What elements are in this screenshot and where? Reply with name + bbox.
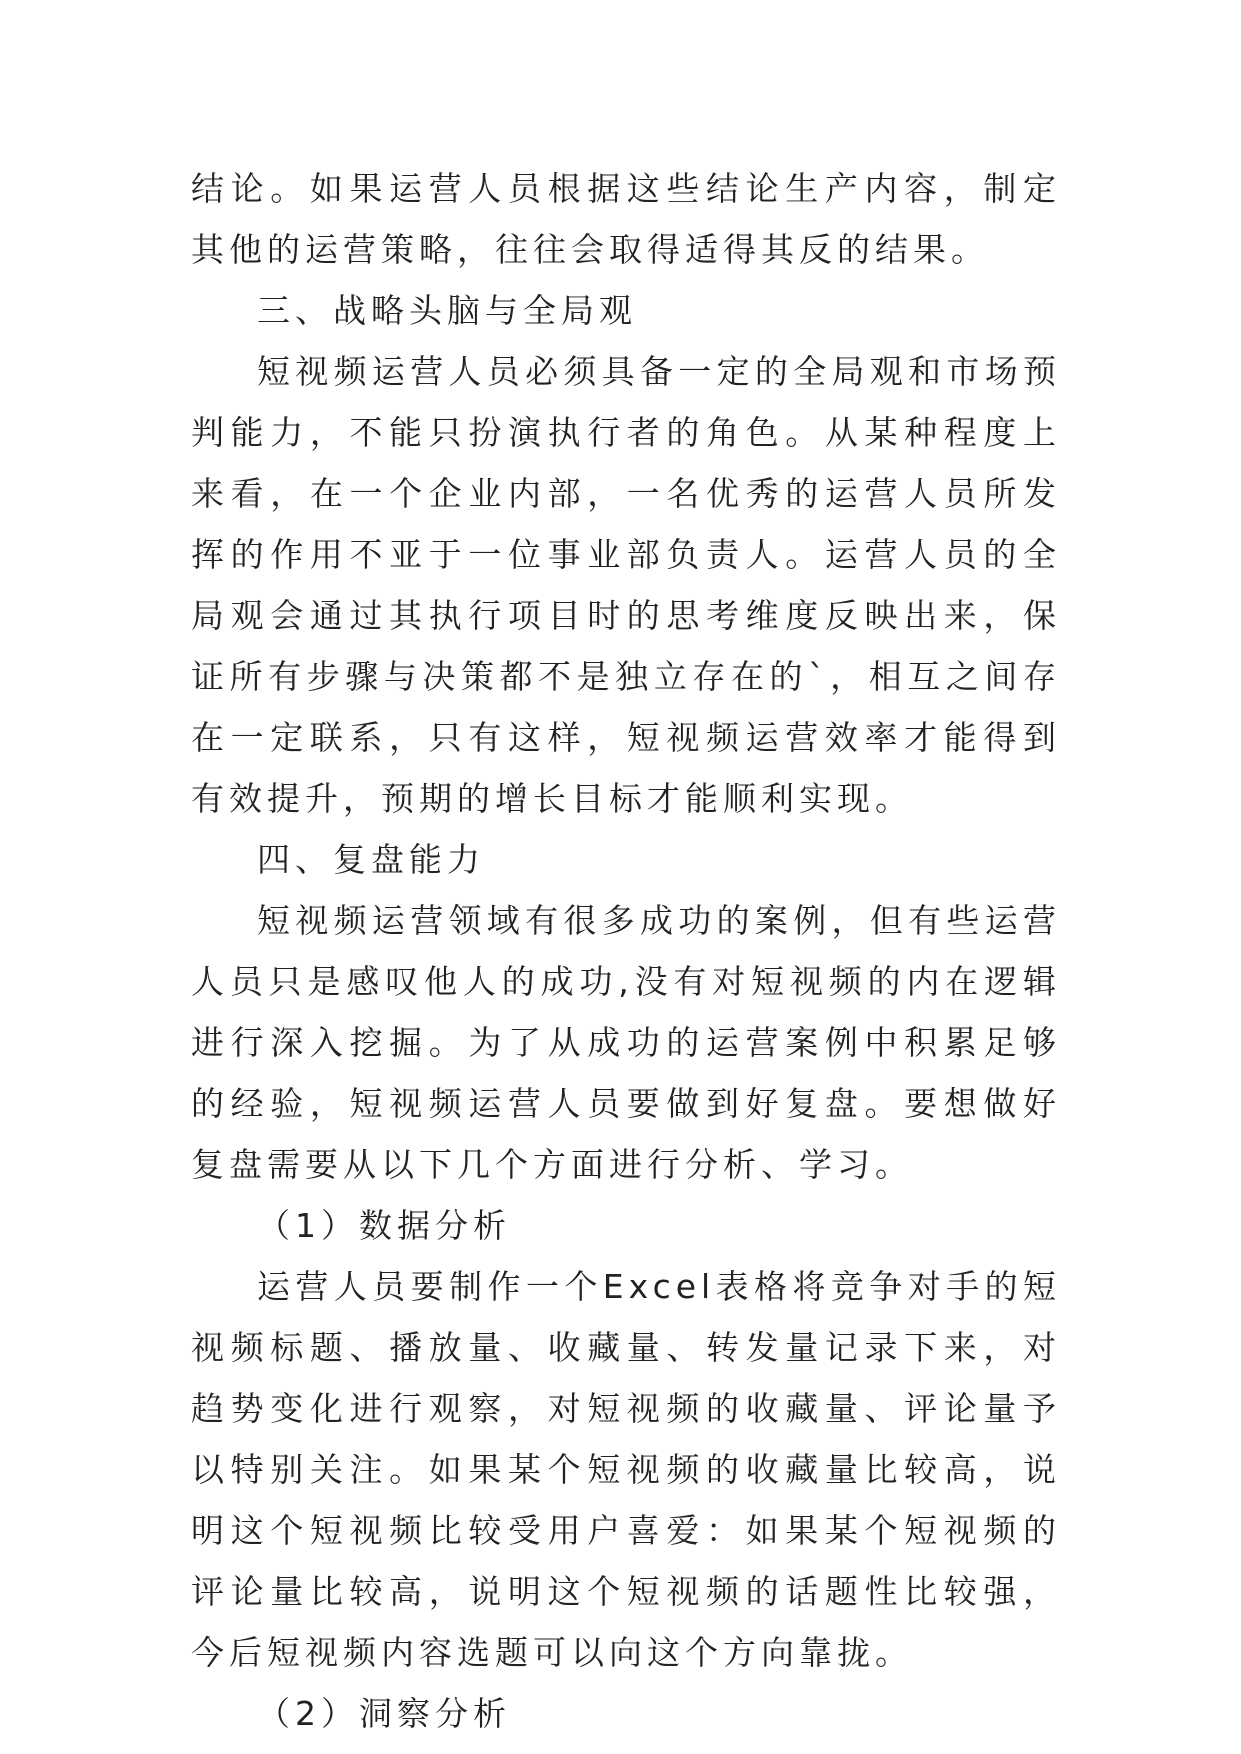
paragraph-data-analysis: 运营人员要制作一个Excel表格将竞争对手的短视频标题、播放量、收藏量、转发量记录下来，对趋势变化进行观察，对短视频的收藏量、评论量予以特别关注。如果某个短视频的收藏量比较高，说明这个短视频比较受用户喜爱：如果某个短视频的评论量比较高，说明这个短视频的话题性比较强，今后短视频内容选题可以向这个方向靠拢。 <box>191 1267 1061 1672</box>
paragraph-strategy: 短视频运营人员必须具备一定的全局观和市场预判能力，不能只扮演执行者的角色。从某种程度上来看，在一个企业内部，一名优秀的运营人员所发挥的作用不亚于一位事业部负责人。运营人员的全局观会通过其执行项目时的思考维度反映出来，保证所有步骤与决策都不是独立存在的`，相互之间存在一定联系，只有这样，短视频运营效率才能得到有效提升，预期的增长目标才能顺利实现。 <box>191 352 1061 818</box>
document-body <box>191 158 1061 1744</box>
subheading-insight-analysis: （2）洞察分析 <box>257 1694 511 1733</box>
paragraph-conclusion: 结论。如果运营人员根据这些结论生产内容，制定其他的运营策略，往往会取得适得其反的结果。 <box>191 169 1061 269</box>
paragraph-review: 短视频运营领域有很多成功的案例，但有些运营人员只是感叹他人的成功,没有对短视频的内在逻辑进行深入挖掘。为了从成功的运营案例中积累足够的经验，短视频运营人员要做到好复盘。要想做好复盘需要从以下几个方面进行分析、学习。 <box>191 901 1061 1184</box>
section-heading-strategy: 三、战略头脑与全局观 <box>257 291 637 330</box>
section-heading-review: 四、复盘能力 <box>257 840 485 879</box>
subheading-data-analysis: （1）数据分析 <box>257 1206 511 1245</box>
